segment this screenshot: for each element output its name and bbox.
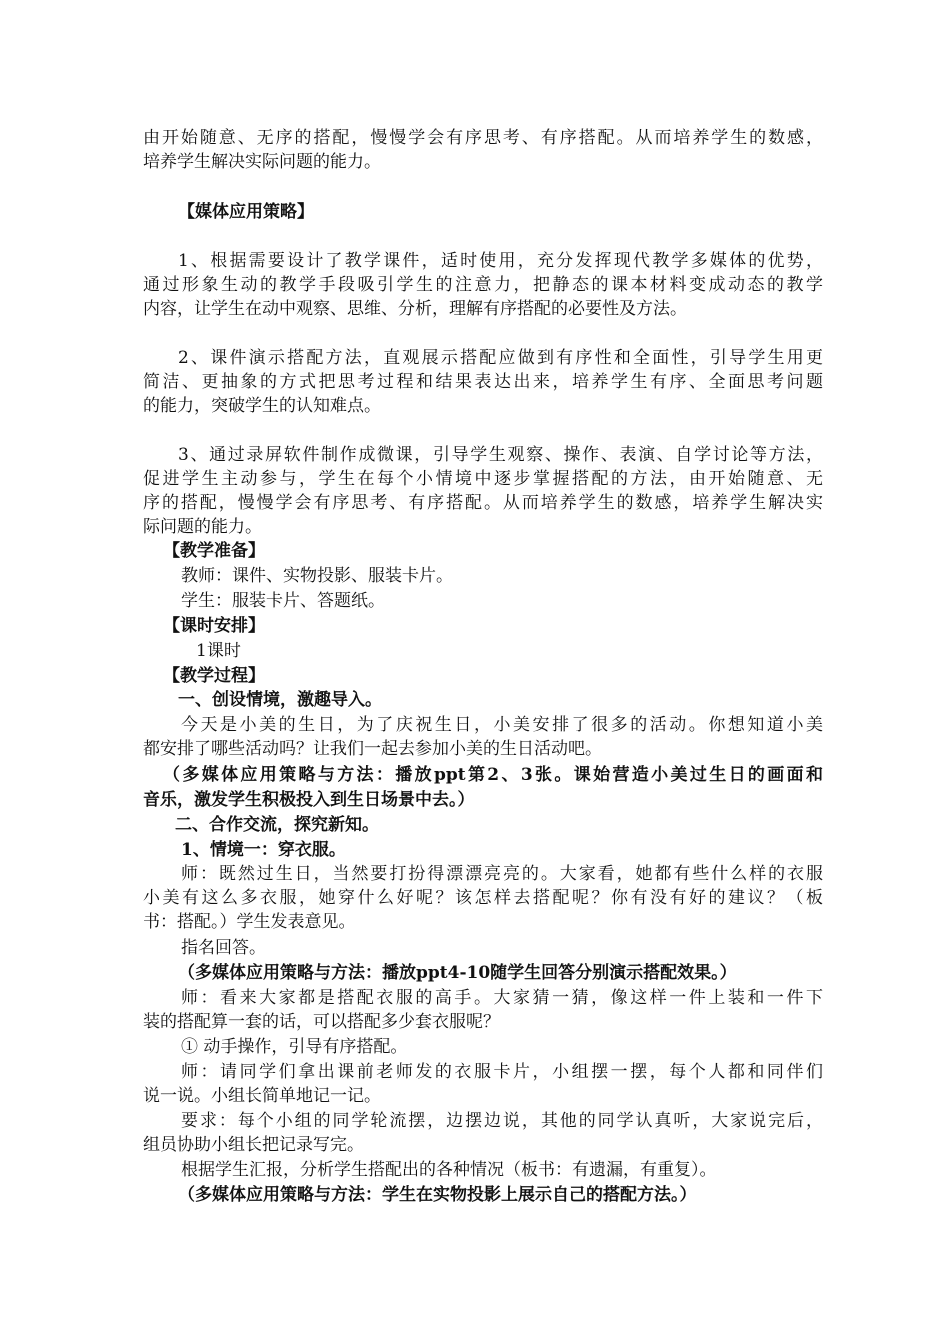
paragraph-line: 师：既然过生日，当然要打扮得漂漂亮亮的。大家看，她都有些什么样的衣服 [181, 864, 823, 884]
paragraph-line: 师：看来大家都是搭配衣服的高手。大家猜一猜，像这样一件上装和一件下 [181, 988, 823, 1008]
paragraph-line: 1课时 [196, 641, 241, 661]
paragraph-line: 2、课件演示搭配方法，直观展示搭配应做到有序性和全面性，引导学生用更 [178, 348, 823, 368]
paragraph-line: 的能力，突破学生的认知难点。 [143, 396, 381, 416]
section-heading-media-strategy: 【媒体应用策略】 [178, 202, 314, 222]
media-note: （多媒体应用策略与方法：学生在实物投影上展示自己的搭配方法。） [178, 1185, 697, 1205]
paragraph-line: 要求：每个小组的同学轮流摆，边摆边说，其他的同学认真听，大家说完后， [181, 1111, 823, 1131]
section-heading-schedule: 【课时安排】 [163, 616, 265, 636]
subsection-heading: 一、创设情境，激趣导入。 [178, 690, 382, 710]
section-heading-preparation: 【教学准备】 [163, 541, 265, 561]
paragraph-line: 序的搭配，慢慢学会有序思考、有序搭配。从而培养学生的数感，培养学生解决实 [143, 493, 823, 513]
media-note: （多媒体应用策略与方法：播放ppt4-10随学生回答分别演示搭配效果。） [178, 963, 737, 983]
paragraph-line: 学生：服装卡片、答题纸。 [181, 591, 385, 611]
paragraph-line: 根据学生汇报，分析学生搭配出的各种情况（板书：有遗漏，有重复）。 [181, 1160, 717, 1180]
paragraph-line: 内容，让学生在动中观察、思维、分析，理解有序搭配的必要性及方法。 [143, 299, 687, 319]
paragraph-line: 装的搭配算一套的话，可以搭配多少套衣服呢？ [143, 1012, 500, 1032]
paragraph-line: 今天是小美的生日，为了庆祝生日，小美安排了很多的活动。你想知道小美 [181, 715, 823, 735]
media-note: （多媒体应用策略与方法：播放ppt第2、3张。课始营造小美过生日的画面和 [163, 765, 823, 785]
paragraph-line: 书：搭配。）学生发表意见。 [143, 912, 356, 932]
paragraph-line: 小美有这么多衣服，她穿什么好呢？该怎样去搭配呢？你有没有好的建议？（板 [143, 888, 823, 908]
section-heading-process: 【教学过程】 [163, 666, 265, 686]
paragraph-line: 组员协助小组长把记录写完。 [143, 1135, 364, 1155]
paragraph-line: 简洁、更抽象的方式把思考过程和结果表达出来，培养学生有序、全面思考问题 [143, 372, 823, 392]
paragraph-line: 促进学生主动参与，学生在每个小情境中逐步掌握搭配的方法，由开始随意、无 [143, 469, 823, 489]
paragraph-line: 培养学生解决实际问题的能力。 [143, 152, 381, 172]
paragraph-line: 由开始随意、无序的搭配，慢慢学会有序思考、有序搭配。从而培养学生的数感， [143, 128, 823, 148]
paragraph-line: 指名回答。 [181, 938, 266, 958]
subsection-heading: 二、合作交流，探究新知。 [175, 815, 379, 835]
paragraph-line: 3、通过录屏软件制作成微课，引导学生观察、操作、表演、自学讨论等方法， [178, 445, 823, 465]
paragraph-line: 都安排了哪些活动吗？让我们一起去参加小美的生日活动吧。 [143, 739, 602, 759]
paragraph-line: 说一说。小组长简单地记一记。 [143, 1086, 381, 1106]
paragraph-line: 通过形象生动的教学手段吸引学生的注意力，把静态的课本材料变成动态的教学 [143, 275, 823, 295]
paragraph-line: 师：请同学们拿出课前老师发的衣服卡片，小组摆一摆，每个人都和同伴们 [181, 1062, 823, 1082]
paragraph-line: 教师：课件、实物投影、服装卡片。 [181, 566, 453, 586]
paragraph-line: 际问题的能力。 [143, 517, 262, 537]
paragraph-line: 1、根据需要设计了教学课件，适时使用，充分发挥现代教学多媒体的优势， [178, 251, 823, 271]
subsection-heading: 1、情境一：穿衣服。 [181, 840, 346, 860]
paragraph-line: ① 动手操作，引导有序搭配。 [181, 1037, 408, 1057]
media-note: 音乐，激发学生积极投入到生日场景中去。） [143, 790, 475, 810]
